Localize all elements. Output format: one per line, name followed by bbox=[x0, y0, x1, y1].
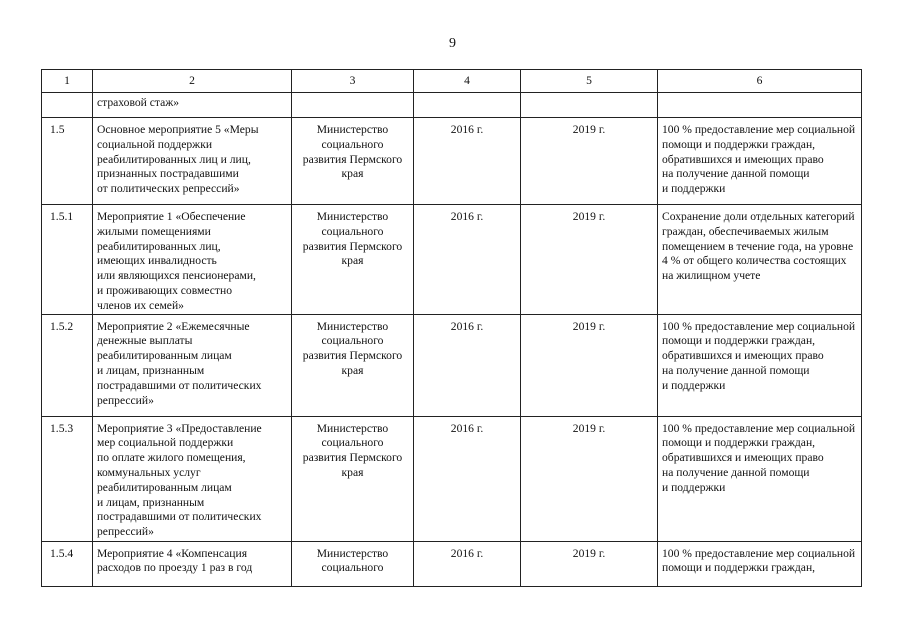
cell-start: 2016 г. bbox=[414, 541, 521, 586]
cell-num: 1.5.4 bbox=[42, 541, 93, 586]
cell-num bbox=[42, 93, 93, 118]
cell-executor: Министерство социального развития Пермского края bbox=[292, 118, 414, 205]
cell-result: 100 % предоставление мер социальной помощи и поддержки граждан, обратившихся и имеющих право на получение данной помощи и поддержки bbox=[658, 118, 862, 205]
cell-start: 2016 г. bbox=[414, 314, 521, 416]
cell-result bbox=[658, 93, 862, 118]
header-col-3: 3 bbox=[292, 70, 414, 93]
table-header-row bbox=[42, 70, 862, 93]
cell-name: Мероприятие 3 «Предоставление мер социальной поддержки по оплате жилого помещения, коммунальных услуг реабилитированным лицам и лицам, признанным пострадавшими от политических репрессий» bbox=[93, 416, 292, 541]
header-col-6: 6 bbox=[658, 70, 862, 93]
cell-start: 2016 г. bbox=[414, 416, 521, 541]
table-row bbox=[42, 205, 862, 315]
cell-executor: Министерство социального развития Пермского края bbox=[292, 314, 414, 416]
cell-executor: Министерство социального развития Пермского края bbox=[292, 205, 414, 315]
cell-start bbox=[414, 93, 521, 118]
cell-start: 2016 г. bbox=[414, 205, 521, 315]
cell-num: 1.5.1 bbox=[42, 205, 93, 315]
cell-num: 1.5.3 bbox=[42, 416, 93, 541]
page-number: 9 bbox=[449, 36, 456, 51]
cell-name: Мероприятие 1 «Обеспечение жилыми помещениями реабилитированных лиц, имеющих инвалидность или являющихся пенсионерами, и проживающих совместно членов их семей» bbox=[93, 205, 292, 315]
cell-name: Мероприятие 2 «Ежемесячные денежные выплаты реабилитированным лицам и лицам, признанным пострадавшими от политических репрессий» bbox=[93, 314, 292, 416]
cell-executor: Министерство социального развития Пермского края bbox=[292, 416, 414, 541]
table-row bbox=[42, 314, 862, 416]
header-col-4: 4 bbox=[414, 70, 521, 93]
header-col-2: 2 bbox=[93, 70, 292, 93]
table-row-continuation bbox=[42, 93, 862, 118]
table-row bbox=[42, 118, 862, 205]
cell-name: Основное мероприятие 5 «Меры социальной поддержки реабилитированных лиц и лиц, признанных пострадавшими от политических репрессий» bbox=[93, 118, 292, 205]
cell-end: 2019 г. bbox=[521, 314, 658, 416]
table-row bbox=[42, 541, 862, 586]
cell-end: 2019 г. bbox=[521, 205, 658, 315]
program-measures-table bbox=[41, 69, 862, 587]
cell-end bbox=[521, 93, 658, 118]
header-col-5: 5 bbox=[521, 70, 658, 93]
header-col-1: 1 bbox=[42, 70, 93, 93]
cell-num: 1.5 bbox=[42, 118, 93, 205]
cell-num: 1.5.2 bbox=[42, 314, 93, 416]
cell-end: 2019 г. bbox=[521, 541, 658, 586]
cell-start: 2016 г. bbox=[414, 118, 521, 205]
cell-executor bbox=[292, 93, 414, 118]
cell-end: 2019 г. bbox=[521, 118, 658, 205]
cell-name: Мероприятие 4 «Компенсация расходов по проезду 1 раз в год bbox=[93, 541, 292, 586]
cell-result: 100 % предоставление мер социальной помощи и поддержки граждан, обратившихся и имеющих право на получение данной помощи и поддержки bbox=[658, 314, 862, 416]
cell-name: страховой стаж» bbox=[93, 93, 292, 118]
cell-executor: Министерство социального bbox=[292, 541, 414, 586]
cell-end: 2019 г. bbox=[521, 416, 658, 541]
cell-result: 100 % предоставление мер социальной помощи и поддержки граждан, обратившихся и имеющих право на получение данной помощи и поддержки bbox=[658, 416, 862, 541]
cell-result: 100 % предоставление мер социальной помощи и поддержки граждан, bbox=[658, 541, 862, 586]
table-row bbox=[42, 416, 862, 541]
cell-result: Сохранение доли отдельных категорий граждан, обеспечиваемых жилым помещением в течение года, на уровне 4 % от общего количества состоящих на жилищном учете bbox=[658, 205, 862, 315]
